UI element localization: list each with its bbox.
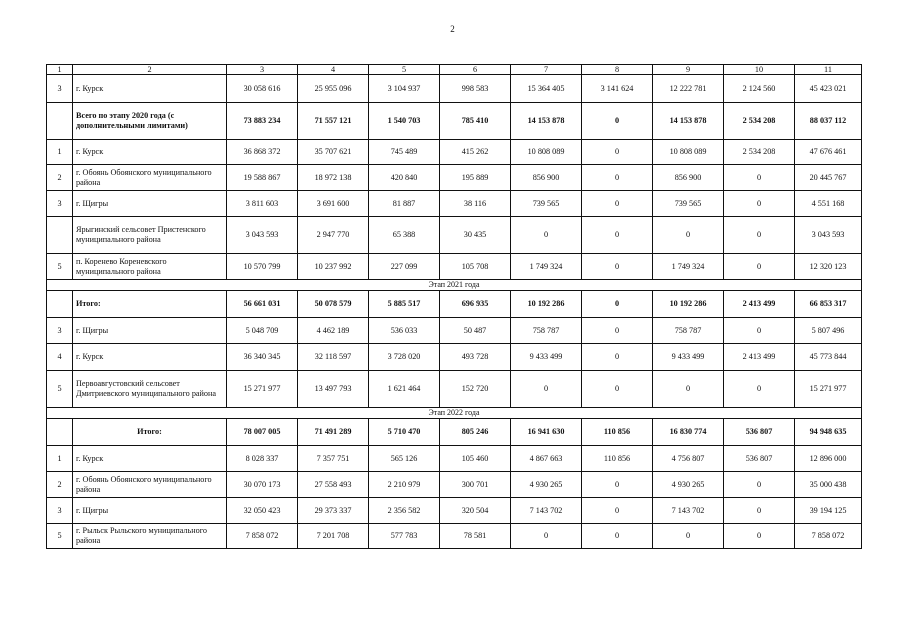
row-number-cell: 3 (47, 75, 73, 103)
row-number-cell: 3 (47, 191, 73, 217)
table-row (47, 191, 862, 217)
amount-cell: 415 262 (440, 140, 511, 165)
municipality-cell: Итого: (73, 419, 227, 446)
amount-cell: 30 070 173 (227, 472, 298, 498)
amount-cell: 739 565 (653, 191, 724, 217)
municipality-cell: г. Курск (73, 344, 227, 371)
amount-cell: 14 153 878 (653, 103, 724, 140)
amount-cell: 8 028 337 (227, 446, 298, 472)
stage-row (47, 280, 862, 291)
row-number-cell (47, 103, 73, 140)
municipality-cell: Первоавгустовский сельсовет Дмитриевского муниципального района (73, 371, 227, 408)
amount-cell: 78 581 (440, 524, 511, 549)
amount-cell: 71 557 121 (298, 103, 369, 140)
amount-cell: 0 (582, 165, 653, 191)
amount-cell: 856 900 (511, 165, 582, 191)
amount-cell: 105 460 (440, 446, 511, 472)
amount-cell: 0 (582, 472, 653, 498)
amount-cell: 0 (724, 472, 795, 498)
amount-cell: 36 340 345 (227, 344, 298, 371)
amount-cell: 20 445 767 (795, 165, 862, 191)
amount-cell: 88 037 112 (795, 103, 862, 140)
amount-cell: 0 (582, 254, 653, 280)
amount-cell: 15 364 405 (511, 75, 582, 103)
amount-cell: 16 830 774 (653, 419, 724, 446)
amount-cell: 94 948 635 (795, 419, 862, 446)
amount-cell: 565 126 (369, 446, 440, 472)
row-number-cell: 5 (47, 524, 73, 549)
amount-cell: 2 534 208 (724, 103, 795, 140)
column-number-7: 7 (511, 65, 582, 75)
amount-cell: 0 (582, 217, 653, 254)
amount-cell: 7 357 751 (298, 446, 369, 472)
municipality-cell: п. Коренево Кореневского муниципального района (73, 254, 227, 280)
amount-cell: 1 749 324 (653, 254, 724, 280)
amount-cell: 4 462 189 (298, 318, 369, 344)
municipality-cell: Ярыгинский сельсовет Пристенского муниципального района (73, 217, 227, 254)
amount-cell: 16 941 630 (511, 419, 582, 446)
amount-cell: 7 201 708 (298, 524, 369, 549)
amount-cell: 7 143 702 (511, 498, 582, 524)
amount-cell: 5 885 517 (369, 291, 440, 318)
amount-cell: 30 058 616 (227, 75, 298, 103)
amount-cell: 7 143 702 (653, 498, 724, 524)
amount-cell: 0 (653, 217, 724, 254)
amount-cell: 420 840 (369, 165, 440, 191)
amount-cell: 19 588 867 (227, 165, 298, 191)
amount-cell: 2 947 770 (298, 217, 369, 254)
amount-cell: 45 773 844 (795, 344, 862, 371)
table-row (47, 165, 862, 191)
amount-cell: 12 320 123 (795, 254, 862, 280)
amount-cell: 27 558 493 (298, 472, 369, 498)
amount-cell: 2 210 979 (369, 472, 440, 498)
municipality-cell: г. Обоянь Обоянского муниципального района (73, 165, 227, 191)
amount-cell: 10 192 286 (653, 291, 724, 318)
table-row (47, 318, 862, 344)
stage-row (47, 408, 862, 419)
amount-cell: 805 246 (440, 419, 511, 446)
column-number-11: 11 (795, 65, 862, 75)
amount-cell: 2 534 208 (724, 140, 795, 165)
amount-cell: 195 889 (440, 165, 511, 191)
total-row (47, 419, 862, 446)
amount-cell: 73 883 234 (227, 103, 298, 140)
municipality-cell: Итого: (73, 291, 227, 318)
amount-cell: 15 271 977 (227, 371, 298, 408)
amount-cell: 0 (724, 165, 795, 191)
page-number: 2 (450, 24, 455, 34)
amount-cell: 1 621 464 (369, 371, 440, 408)
table-row (47, 446, 862, 472)
amount-cell: 758 787 (653, 318, 724, 344)
amount-cell: 56 661 031 (227, 291, 298, 318)
row-number-cell (47, 291, 73, 318)
municipality-cell: Всего по этапу 2020 года (с дополнительными лимитами) (73, 103, 227, 140)
amount-cell: 66 853 317 (795, 291, 862, 318)
table-row (47, 472, 862, 498)
amount-cell: 0 (724, 191, 795, 217)
amount-cell: 9 433 499 (653, 344, 724, 371)
amount-cell: 856 900 (653, 165, 724, 191)
row-number-cell: 5 (47, 371, 73, 408)
amount-cell: 0 (724, 254, 795, 280)
amount-cell: 0 (582, 291, 653, 318)
row-number-cell (47, 419, 73, 446)
amount-cell: 36 868 372 (227, 140, 298, 165)
amount-cell: 0 (724, 318, 795, 344)
amount-cell: 15 271 977 (795, 371, 862, 408)
amount-cell: 29 373 337 (298, 498, 369, 524)
amount-cell: 30 435 (440, 217, 511, 254)
amount-cell: 10 808 089 (653, 140, 724, 165)
amount-cell: 5 807 496 (795, 318, 862, 344)
amount-cell: 105 708 (440, 254, 511, 280)
amount-cell: 3 043 593 (795, 217, 862, 254)
amount-cell: 18 972 138 (298, 165, 369, 191)
amount-cell: 0 (582, 524, 653, 549)
amount-cell: 10 570 799 (227, 254, 298, 280)
funding-table (46, 64, 862, 549)
amount-cell: 13 497 793 (298, 371, 369, 408)
amount-cell: 0 (582, 140, 653, 165)
column-number-6: 6 (440, 65, 511, 75)
column-number-8: 8 (582, 65, 653, 75)
amount-cell: 758 787 (511, 318, 582, 344)
stage-label: Этап 2022 года (47, 408, 862, 419)
amount-cell: 38 116 (440, 191, 511, 217)
row-number-cell: 3 (47, 498, 73, 524)
amount-cell: 0 (511, 217, 582, 254)
amount-cell: 0 (724, 371, 795, 408)
amount-cell: 536 033 (369, 318, 440, 344)
amount-cell: 0 (582, 318, 653, 344)
amount-cell: 50 078 579 (298, 291, 369, 318)
amount-cell: 739 565 (511, 191, 582, 217)
amount-cell: 536 807 (724, 419, 795, 446)
amount-cell: 3 728 020 (369, 344, 440, 371)
municipality-cell: г. Щигры (73, 318, 227, 344)
amount-cell: 50 487 (440, 318, 511, 344)
amount-cell: 45 423 021 (795, 75, 862, 103)
stage-label: Этап 2021 года (47, 280, 862, 291)
row-number-cell (47, 217, 73, 254)
amount-cell: 9 433 499 (511, 344, 582, 371)
amount-cell: 35 000 438 (795, 472, 862, 498)
municipality-cell: г. Щигры (73, 191, 227, 217)
column-number-5: 5 (369, 65, 440, 75)
row-number-cell: 3 (47, 318, 73, 344)
table-row (47, 371, 862, 408)
amount-cell: 25 955 096 (298, 75, 369, 103)
amount-cell: 35 707 621 (298, 140, 369, 165)
table-row (47, 254, 862, 280)
amount-cell: 32 050 423 (227, 498, 298, 524)
amount-cell: 0 (511, 371, 582, 408)
column-number-2: 2 (73, 65, 227, 75)
amount-cell: 0 (653, 371, 724, 408)
table-row (47, 498, 862, 524)
amount-cell: 0 (724, 217, 795, 254)
amount-cell: 4 551 168 (795, 191, 862, 217)
municipality-cell: г. Рыльск Рыльского муниципального района (73, 524, 227, 549)
amount-cell: 0 (582, 344, 653, 371)
amount-cell: 1 749 324 (511, 254, 582, 280)
municipality-cell: г. Курск (73, 140, 227, 165)
amount-cell: 785 410 (440, 103, 511, 140)
amount-cell: 493 728 (440, 344, 511, 371)
table-row (47, 75, 862, 103)
column-number-10: 10 (724, 65, 795, 75)
amount-cell: 0 (582, 191, 653, 217)
amount-cell: 0 (724, 498, 795, 524)
amount-cell: 10 237 992 (298, 254, 369, 280)
table-row (47, 140, 862, 165)
amount-cell: 0 (653, 524, 724, 549)
municipality-cell: г. Курск (73, 446, 227, 472)
amount-cell: 65 388 (369, 217, 440, 254)
amount-cell: 2 413 499 (724, 344, 795, 371)
amount-cell: 300 701 (440, 472, 511, 498)
total-row (47, 291, 862, 318)
amount-cell: 32 118 597 (298, 344, 369, 371)
amount-cell: 110 856 (582, 419, 653, 446)
amount-cell: 5 048 709 (227, 318, 298, 344)
total-row (47, 103, 862, 140)
amount-cell: 7 858 072 (227, 524, 298, 549)
amount-cell: 110 856 (582, 446, 653, 472)
amount-cell: 1 540 703 (369, 103, 440, 140)
column-number-1: 1 (47, 65, 73, 75)
amount-cell: 4 930 265 (653, 472, 724, 498)
amount-cell: 0 (511, 524, 582, 549)
amount-cell: 4 930 265 (511, 472, 582, 498)
amount-cell: 998 583 (440, 75, 511, 103)
amount-cell: 2 413 499 (724, 291, 795, 318)
amount-cell: 12 222 781 (653, 75, 724, 103)
amount-cell: 4 756 807 (653, 446, 724, 472)
amount-cell: 47 676 461 (795, 140, 862, 165)
row-number-cell: 1 (47, 446, 73, 472)
municipality-cell: г. Обоянь Обоянского муниципального района (73, 472, 227, 498)
amount-cell: 0 (582, 371, 653, 408)
amount-cell: 3 811 603 (227, 191, 298, 217)
row-number-cell: 5 (47, 254, 73, 280)
column-number-3: 3 (227, 65, 298, 75)
row-number-cell: 1 (47, 140, 73, 165)
amount-cell: 78 007 005 (227, 419, 298, 446)
amount-cell: 3 104 937 (369, 75, 440, 103)
amount-cell: 81 887 (369, 191, 440, 217)
amount-cell: 3 691 600 (298, 191, 369, 217)
amount-cell: 39 194 125 (795, 498, 862, 524)
amount-cell: 0 (582, 498, 653, 524)
amount-cell: 12 896 000 (795, 446, 862, 472)
amount-cell: 0 (582, 103, 653, 140)
amount-cell: 577 783 (369, 524, 440, 549)
column-number-4: 4 (298, 65, 369, 75)
amount-cell: 3 141 624 (582, 75, 653, 103)
amount-cell: 14 153 878 (511, 103, 582, 140)
amount-cell: 0 (724, 524, 795, 549)
table-row (47, 524, 862, 549)
table-row (47, 217, 862, 254)
amount-cell: 7 858 072 (795, 524, 862, 549)
amount-cell: 227 099 (369, 254, 440, 280)
amount-cell: 2 356 582 (369, 498, 440, 524)
amount-cell: 71 491 289 (298, 419, 369, 446)
municipality-cell: г. Курск (73, 75, 227, 103)
table-row (47, 344, 862, 371)
amount-cell: 745 489 (369, 140, 440, 165)
row-number-cell: 4 (47, 344, 73, 371)
amount-cell: 5 710 470 (369, 419, 440, 446)
amount-cell: 10 808 089 (511, 140, 582, 165)
amount-cell: 4 867 663 (511, 446, 582, 472)
column-number-9: 9 (653, 65, 724, 75)
amount-cell: 10 192 286 (511, 291, 582, 318)
municipality-cell: г. Щигры (73, 498, 227, 524)
row-number-cell: 2 (47, 165, 73, 191)
amount-cell: 696 935 (440, 291, 511, 318)
table-header-row (47, 65, 862, 75)
amount-cell: 536 807 (724, 446, 795, 472)
amount-cell: 320 504 (440, 498, 511, 524)
amount-cell: 3 043 593 (227, 217, 298, 254)
row-number-cell: 2 (47, 472, 73, 498)
amount-cell: 152 720 (440, 371, 511, 408)
amount-cell: 2 124 560 (724, 75, 795, 103)
